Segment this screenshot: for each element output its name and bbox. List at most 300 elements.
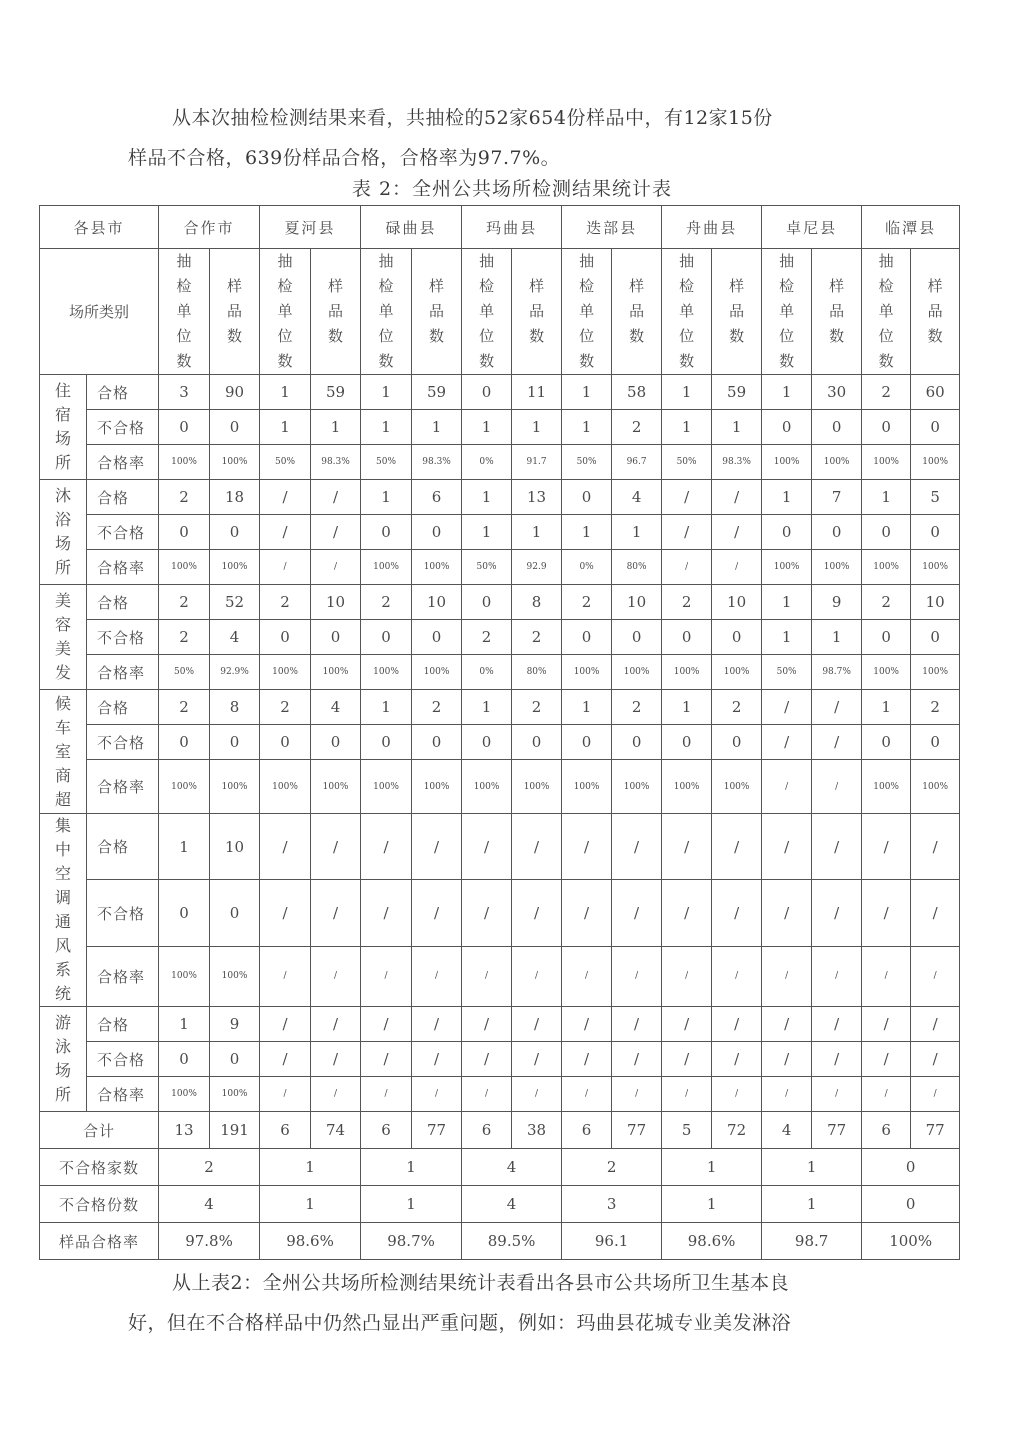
data-cell: 52 bbox=[210, 585, 260, 620]
samples-header-text: 样品数 bbox=[529, 277, 545, 345]
data-cell: / bbox=[662, 946, 712, 1006]
data-cell: 1 bbox=[361, 480, 412, 515]
data-cell: 0% bbox=[462, 445, 512, 480]
data-cell: 50% bbox=[762, 655, 812, 690]
data-cell: 98.3% bbox=[412, 445, 462, 480]
column-header-samples bbox=[311, 249, 361, 375]
county-header: 碌曲县 bbox=[361, 206, 462, 249]
data-cell: 1 bbox=[862, 480, 911, 515]
data-cell: 0 bbox=[862, 515, 911, 550]
data-cell: 10 bbox=[911, 585, 960, 620]
outro-paragraph bbox=[128, 1263, 918, 1343]
data-cell: 100% bbox=[159, 946, 210, 1006]
data-cell: / bbox=[662, 550, 712, 585]
data-cell: 0 bbox=[662, 620, 712, 655]
data-cell: 8 bbox=[210, 690, 260, 725]
data-cell: 10 bbox=[612, 585, 662, 620]
data-cell: / bbox=[662, 480, 712, 515]
data-cell: 10 bbox=[412, 585, 462, 620]
fail-samples-row-cell: 1 bbox=[762, 1186, 862, 1223]
data-cell: 0 bbox=[562, 725, 612, 760]
data-cell: 2 bbox=[260, 585, 311, 620]
data-cell: / bbox=[260, 1077, 311, 1112]
data-cell: / bbox=[361, 1007, 412, 1042]
column-header-units bbox=[361, 249, 412, 375]
data-cell: / bbox=[762, 1007, 812, 1042]
fail-units-row-cell: 2 bbox=[159, 1149, 260, 1186]
column-header-units bbox=[662, 249, 712, 375]
data-cell: 0 bbox=[260, 620, 311, 655]
data-cell: 0 bbox=[862, 725, 911, 760]
data-cell: 0 bbox=[812, 410, 862, 445]
category-row-pass bbox=[40, 814, 960, 880]
data-cell: 100% bbox=[159, 550, 210, 585]
data-cell: / bbox=[462, 814, 512, 880]
data-cell: 59 bbox=[712, 375, 762, 410]
data-cell: 1 bbox=[762, 585, 812, 620]
data-cell: 100% bbox=[911, 445, 960, 480]
data-cell: / bbox=[812, 1077, 862, 1112]
data-cell: 100% bbox=[862, 550, 911, 585]
data-cell: 50% bbox=[361, 445, 412, 480]
data-cell: / bbox=[662, 1077, 712, 1112]
data-cell: / bbox=[361, 880, 412, 946]
data-cell: 0 bbox=[159, 880, 210, 946]
data-cell: 98.7% bbox=[812, 655, 862, 690]
data-cell: / bbox=[260, 515, 311, 550]
data-cell: / bbox=[862, 1007, 911, 1042]
data-cell: / bbox=[612, 880, 662, 946]
data-cell: / bbox=[762, 1077, 812, 1112]
data-cell: 100% bbox=[311, 760, 361, 814]
data-cell: 0 bbox=[812, 515, 862, 550]
category-name-cell bbox=[40, 480, 87, 585]
data-cell: 100% bbox=[210, 946, 260, 1006]
column-header-units bbox=[462, 249, 512, 375]
county-header: 临潭县 bbox=[862, 206, 960, 249]
units-header-text: 抽检单位数 bbox=[579, 252, 595, 370]
data-cell: 100% bbox=[862, 760, 911, 814]
samples-header-text: 样品数 bbox=[829, 277, 845, 345]
units-header-text: 抽检单位数 bbox=[679, 252, 695, 370]
data-cell: 0 bbox=[612, 725, 662, 760]
data-cell: / bbox=[462, 946, 512, 1006]
data-cell: 80% bbox=[612, 550, 662, 585]
data-cell: / bbox=[462, 1007, 512, 1042]
fail-units-row bbox=[40, 1149, 960, 1186]
category-row-fail bbox=[40, 725, 960, 760]
data-cell: 100% bbox=[412, 550, 462, 585]
fail-units-row-cell: 1 bbox=[662, 1149, 762, 1186]
data-cell: 80% bbox=[512, 655, 562, 690]
data-cell: 92.9 bbox=[512, 550, 562, 585]
data-cell: 4 bbox=[311, 690, 361, 725]
samples-header-text: 样品数 bbox=[227, 277, 243, 345]
samples-header-text: 样品数 bbox=[629, 277, 645, 345]
row-sub-label: 合格率 bbox=[87, 445, 159, 480]
data-cell: 2 bbox=[159, 690, 210, 725]
data-cell: 1 bbox=[562, 690, 612, 725]
data-cell: / bbox=[260, 946, 311, 1006]
data-cell: 0 bbox=[159, 515, 210, 550]
data-cell: / bbox=[562, 946, 612, 1006]
data-cell: 2 bbox=[562, 585, 612, 620]
column-header-samples bbox=[512, 249, 562, 375]
category-row-rate bbox=[40, 760, 960, 814]
data-cell: 100% bbox=[210, 760, 260, 814]
total-cell: 77 bbox=[911, 1112, 960, 1149]
fail-samples-row-cell: 3 bbox=[562, 1186, 662, 1223]
data-cell: 100% bbox=[412, 655, 462, 690]
data-cell: 1 bbox=[862, 690, 911, 725]
samples-header-text: 样品数 bbox=[328, 277, 344, 345]
data-cell: 0 bbox=[210, 880, 260, 946]
sample-rate-row-cell: 98.7% bbox=[361, 1223, 462, 1260]
category-row-rate bbox=[40, 1077, 960, 1112]
category-row-pass bbox=[40, 690, 960, 725]
data-cell: / bbox=[512, 1077, 562, 1112]
category-row-pass bbox=[40, 375, 960, 410]
data-cell: 1 bbox=[361, 690, 412, 725]
data-cell: 10 bbox=[712, 585, 762, 620]
sample-rate-row-cell: 98.6% bbox=[260, 1223, 361, 1260]
row-sub-label: 合格率 bbox=[87, 550, 159, 585]
data-cell: 100% bbox=[762, 550, 812, 585]
data-cell: / bbox=[762, 1042, 812, 1077]
data-cell: / bbox=[462, 880, 512, 946]
data-cell: 50% bbox=[462, 550, 512, 585]
data-cell: / bbox=[311, 1077, 361, 1112]
column-header-units bbox=[762, 249, 812, 375]
data-cell: 2 bbox=[159, 480, 210, 515]
data-cell: 1 bbox=[512, 515, 562, 550]
sample-rate-row-label: 样品合格率 bbox=[40, 1223, 159, 1260]
data-cell: 100% bbox=[159, 1077, 210, 1112]
data-cell: 100% bbox=[662, 760, 712, 814]
units-header-text: 抽检单位数 bbox=[878, 252, 894, 370]
data-cell: 2 bbox=[862, 585, 911, 620]
data-cell: 1 bbox=[562, 410, 612, 445]
total-cell: 191 bbox=[210, 1112, 260, 1149]
data-cell: 0 bbox=[361, 515, 412, 550]
data-cell: 0 bbox=[159, 725, 210, 760]
data-cell: 2 bbox=[512, 690, 562, 725]
row-sub-label: 不合格 bbox=[87, 1042, 159, 1077]
data-cell: / bbox=[712, 880, 762, 946]
sample-rate-row-cell: 96.1 bbox=[562, 1223, 662, 1260]
data-cell: 100% bbox=[662, 655, 712, 690]
data-cell: / bbox=[311, 1007, 361, 1042]
data-cell: 2 bbox=[612, 410, 662, 445]
samples-header-text: 样品数 bbox=[927, 277, 943, 345]
row-sub-label: 不合格 bbox=[87, 725, 159, 760]
data-cell: 0 bbox=[712, 725, 762, 760]
row-sub-label: 合格率 bbox=[87, 946, 159, 1006]
data-cell: / bbox=[311, 515, 361, 550]
data-cell: 2 bbox=[412, 690, 462, 725]
data-cell: 1 bbox=[562, 375, 612, 410]
total-cell: 6 bbox=[260, 1112, 311, 1149]
data-cell: 2 bbox=[361, 585, 412, 620]
data-cell: / bbox=[612, 946, 662, 1006]
data-cell: 1 bbox=[159, 814, 210, 880]
data-cell: 1 bbox=[260, 375, 311, 410]
total-cell: 6 bbox=[462, 1112, 512, 1149]
sample-rate-row-cell: 89.5% bbox=[462, 1223, 562, 1260]
data-cell: 2 bbox=[260, 690, 311, 725]
total-cell: 72 bbox=[712, 1112, 762, 1149]
fail-samples-row-cell: 0 bbox=[862, 1186, 960, 1223]
corner-label: 各县市 bbox=[40, 206, 159, 249]
data-cell: / bbox=[911, 880, 960, 946]
total-cell: 6 bbox=[862, 1112, 911, 1149]
data-cell: 91.7 bbox=[512, 445, 562, 480]
county-header: 舟曲县 bbox=[662, 206, 762, 249]
sample-rate-row bbox=[40, 1223, 960, 1260]
category-name: 美容美发 bbox=[54, 591, 71, 682]
data-cell: / bbox=[862, 1042, 911, 1077]
column-header-units bbox=[862, 249, 911, 375]
category-row-fail bbox=[40, 620, 960, 655]
data-cell: 98.3% bbox=[311, 445, 361, 480]
data-cell: 100% bbox=[361, 550, 412, 585]
column-header-samples bbox=[812, 249, 862, 375]
county-header: 夏河县 bbox=[260, 206, 361, 249]
fail-units-row-cell: 4 bbox=[462, 1149, 562, 1186]
data-cell: / bbox=[260, 1007, 311, 1042]
category-name-cell bbox=[40, 585, 87, 690]
data-cell: 100% bbox=[361, 655, 412, 690]
fail-samples-row-label: 不合格份数 bbox=[40, 1186, 159, 1223]
data-cell: 100% bbox=[210, 445, 260, 480]
data-cell: 50% bbox=[662, 445, 712, 480]
data-cell: 0% bbox=[562, 550, 612, 585]
fail-samples-row-cell: 1 bbox=[361, 1186, 462, 1223]
data-cell: / bbox=[762, 725, 812, 760]
category-row-rate bbox=[40, 445, 960, 480]
data-cell: / bbox=[412, 1007, 462, 1042]
data-cell: 1 bbox=[762, 480, 812, 515]
row-sub-label: 合格 bbox=[87, 585, 159, 620]
data-cell: 0 bbox=[412, 725, 462, 760]
total-cell: 77 bbox=[412, 1112, 462, 1149]
category-name-cell bbox=[40, 690, 87, 814]
data-cell: 100% bbox=[812, 550, 862, 585]
data-cell: 100% bbox=[159, 760, 210, 814]
county-header: 卓尼县 bbox=[762, 206, 862, 249]
data-cell: 9 bbox=[210, 1007, 260, 1042]
data-cell: 59 bbox=[412, 375, 462, 410]
statistics-table bbox=[39, 205, 960, 1260]
category-row-fail bbox=[40, 1042, 960, 1077]
data-cell: 5 bbox=[911, 480, 960, 515]
row-sub-label: 不合格 bbox=[87, 880, 159, 946]
data-cell: 2 bbox=[462, 620, 512, 655]
data-cell: 4 bbox=[210, 620, 260, 655]
column-header-units bbox=[562, 249, 612, 375]
data-cell: / bbox=[412, 1042, 462, 1077]
data-cell: 1 bbox=[159, 1007, 210, 1042]
data-cell: 100% bbox=[712, 655, 762, 690]
data-cell: 13 bbox=[512, 480, 562, 515]
row-sub-label: 合格 bbox=[87, 814, 159, 880]
data-cell: 0 bbox=[159, 1042, 210, 1077]
data-cell: / bbox=[762, 760, 812, 814]
data-cell: / bbox=[361, 1077, 412, 1112]
data-cell: 100% bbox=[311, 655, 361, 690]
data-cell: / bbox=[911, 1007, 960, 1042]
data-cell: 2 bbox=[159, 620, 210, 655]
samples-header-text: 样品数 bbox=[729, 277, 745, 345]
data-cell: 0 bbox=[762, 515, 812, 550]
data-cell: / bbox=[311, 480, 361, 515]
header-row-counties bbox=[40, 206, 960, 249]
data-cell: / bbox=[260, 814, 311, 880]
data-cell: / bbox=[612, 1007, 662, 1042]
sample-rate-row-cell: 97.8% bbox=[159, 1223, 260, 1260]
data-cell: 58 bbox=[612, 375, 662, 410]
county-header: 玛曲县 bbox=[462, 206, 562, 249]
header-row-columns bbox=[40, 249, 960, 375]
data-cell: 0 bbox=[311, 725, 361, 760]
data-cell: 10 bbox=[311, 585, 361, 620]
data-cell: 0 bbox=[159, 410, 210, 445]
data-cell: 1 bbox=[662, 410, 712, 445]
data-cell: / bbox=[612, 814, 662, 880]
data-cell: 100% bbox=[862, 445, 911, 480]
data-cell: / bbox=[712, 1042, 762, 1077]
category-name-cell bbox=[40, 1007, 87, 1112]
data-cell: / bbox=[712, 480, 762, 515]
data-cell: 0 bbox=[512, 725, 562, 760]
data-cell: / bbox=[412, 880, 462, 946]
category-row-pass bbox=[40, 1007, 960, 1042]
data-cell: / bbox=[311, 550, 361, 585]
fail-units-row-cell: 2 bbox=[562, 1149, 662, 1186]
units-header-text: 抽检单位数 bbox=[277, 252, 293, 370]
data-cell: / bbox=[311, 814, 361, 880]
data-cell: / bbox=[260, 550, 311, 585]
data-cell: / bbox=[311, 946, 361, 1006]
fail-units-row-label: 不合格家数 bbox=[40, 1149, 159, 1186]
total-cell: 6 bbox=[361, 1112, 412, 1149]
data-cell: 100% bbox=[612, 760, 662, 814]
data-cell: 0 bbox=[361, 725, 412, 760]
intro-paragraph bbox=[128, 98, 918, 178]
category-name: 候车室商超 bbox=[54, 693, 71, 809]
data-cell: 0 bbox=[612, 620, 662, 655]
data-cell: 100% bbox=[260, 655, 311, 690]
data-cell: 3 bbox=[159, 375, 210, 410]
data-cell: / bbox=[662, 1007, 712, 1042]
data-cell: 0 bbox=[462, 725, 512, 760]
outro-line-1: 从上表2：全州公共场所检测结果统计表看出各县市公共场所卫生基本良 bbox=[172, 1272, 790, 1294]
data-cell: 1 bbox=[612, 515, 662, 550]
data-cell: / bbox=[512, 1042, 562, 1077]
column-header-units bbox=[159, 249, 210, 375]
data-cell: / bbox=[712, 1007, 762, 1042]
data-cell: / bbox=[512, 880, 562, 946]
data-cell: 100% bbox=[562, 655, 612, 690]
data-cell: / bbox=[662, 814, 712, 880]
fail-samples-row-cell: 4 bbox=[159, 1186, 260, 1223]
data-cell: 2 bbox=[911, 690, 960, 725]
data-cell: / bbox=[260, 480, 311, 515]
data-cell: 1 bbox=[462, 410, 512, 445]
data-cell: / bbox=[762, 690, 812, 725]
data-cell: / bbox=[662, 880, 712, 946]
data-cell: / bbox=[762, 880, 812, 946]
fail-samples-row-cell: 1 bbox=[662, 1186, 762, 1223]
data-cell: / bbox=[311, 880, 361, 946]
data-cell: 0 bbox=[412, 620, 462, 655]
category-row-pass bbox=[40, 480, 960, 515]
data-cell: 96.7 bbox=[612, 445, 662, 480]
data-cell: 2 bbox=[712, 690, 762, 725]
data-cell: / bbox=[562, 1042, 612, 1077]
category-row-fail bbox=[40, 410, 960, 445]
data-cell: / bbox=[260, 1042, 311, 1077]
data-cell: 100% bbox=[911, 550, 960, 585]
column-header-samples bbox=[612, 249, 662, 375]
intro-line-1: 从本次抽检检测结果来看，共抽检的52家654份样品中，有12家15份 bbox=[172, 107, 773, 129]
data-cell: 0 bbox=[911, 620, 960, 655]
row-sub-label: 合格 bbox=[87, 480, 159, 515]
fail-samples-row bbox=[40, 1186, 960, 1223]
data-cell: 0 bbox=[412, 515, 462, 550]
data-cell: / bbox=[911, 814, 960, 880]
data-cell: 100% bbox=[612, 655, 662, 690]
data-cell: 59 bbox=[311, 375, 361, 410]
data-cell: / bbox=[662, 515, 712, 550]
data-cell: / bbox=[812, 946, 862, 1006]
data-cell: / bbox=[462, 1042, 512, 1077]
data-cell: 1 bbox=[462, 690, 512, 725]
data-cell: 1 bbox=[361, 410, 412, 445]
data-cell: 100% bbox=[712, 760, 762, 814]
fail-samples-row-cell: 4 bbox=[462, 1186, 562, 1223]
data-cell: / bbox=[911, 1042, 960, 1077]
category-name-cell bbox=[40, 814, 87, 1007]
data-cell: 90 bbox=[210, 375, 260, 410]
data-cell: 50% bbox=[562, 445, 612, 480]
data-cell: / bbox=[812, 1007, 862, 1042]
data-cell: 0 bbox=[311, 620, 361, 655]
data-cell: 92.9% bbox=[210, 655, 260, 690]
data-cell: / bbox=[260, 880, 311, 946]
data-cell: / bbox=[412, 1077, 462, 1112]
data-cell: 9 bbox=[812, 585, 862, 620]
data-cell: 0 bbox=[911, 515, 960, 550]
sample-rate-row-cell: 98.7 bbox=[762, 1223, 862, 1260]
intro-line-2: 样品不合格，639份样品合格，合格率为97.7%。 bbox=[128, 147, 561, 169]
column-header-samples bbox=[210, 249, 260, 375]
data-cell: 1 bbox=[762, 620, 812, 655]
data-cell: 18 bbox=[210, 480, 260, 515]
category-name: 集中空调通风系统 bbox=[54, 816, 71, 1003]
data-cell: 100% bbox=[862, 655, 911, 690]
data-cell: / bbox=[862, 880, 911, 946]
column-header-units bbox=[260, 249, 311, 375]
row-sub-label: 合格率 bbox=[87, 1077, 159, 1112]
data-cell: 0% bbox=[462, 655, 512, 690]
sample-rate-row-cell: 100% bbox=[862, 1223, 960, 1260]
fail-units-row-cell: 1 bbox=[762, 1149, 862, 1186]
row-sub-label: 合格率 bbox=[87, 655, 159, 690]
data-cell: 0 bbox=[662, 725, 712, 760]
data-cell: 1 bbox=[662, 690, 712, 725]
units-header-text: 抽检单位数 bbox=[176, 252, 192, 370]
